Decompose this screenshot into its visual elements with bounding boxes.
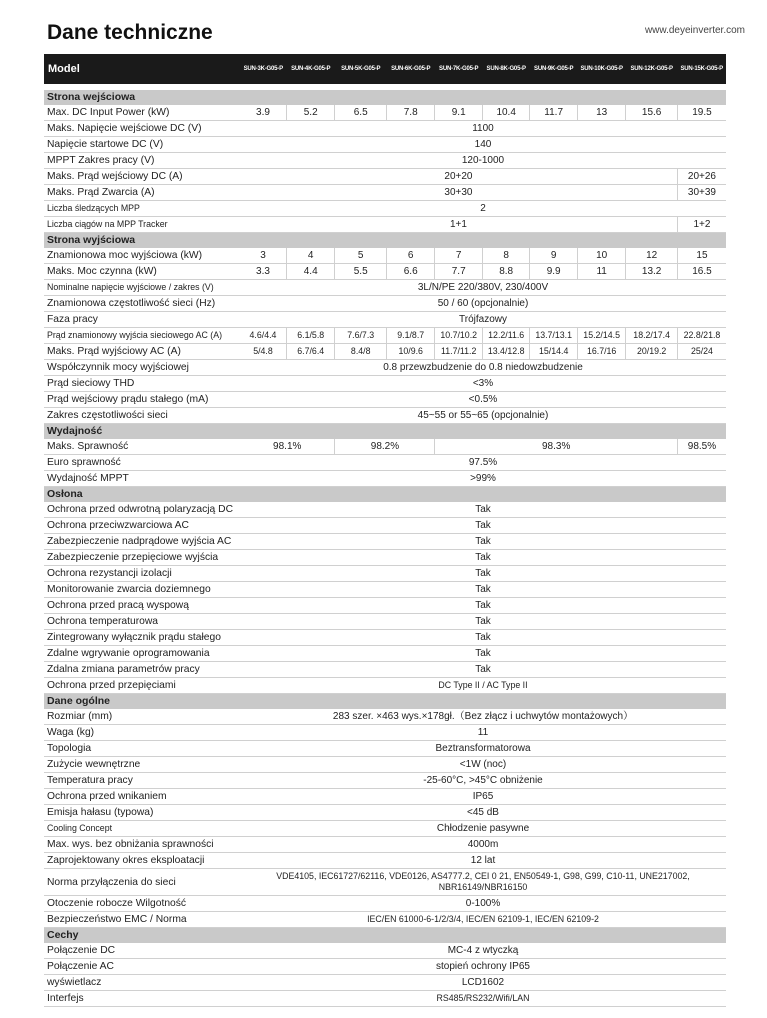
row-label: Ochrona przed odwrotną polaryzacją DC: [44, 502, 236, 518]
value-cell: stopień ochrony IP65: [240, 959, 726, 975]
row-label: Znamionowa moc wyjściowa (kW): [44, 248, 236, 264]
value-cell: 12: [626, 248, 678, 264]
value-cell: 15/14.4: [530, 344, 577, 360]
row-label: Monitorowanie zwarcia doziemnego: [44, 582, 236, 598]
value-cell: 9.1: [435, 105, 482, 121]
row-label: Ochrona przeciwzwarciowa AC: [44, 518, 236, 534]
value-cell: Tak: [240, 630, 726, 646]
value-cell: 5/4.8: [240, 344, 286, 360]
value-cell: 4.6/4.4: [240, 328, 286, 344]
value-cell: 120-1000: [240, 153, 726, 169]
section-title: Dane ogólne: [44, 694, 236, 710]
model-name: SUN-7K-G05-P: [435, 54, 482, 84]
row-label: wyświetlacz: [44, 975, 236, 991]
value-cell: 16.7/16: [577, 344, 625, 360]
value-cell: 6.1/5.8: [286, 328, 334, 344]
value-cell: <45 dB: [240, 805, 726, 821]
spec-row: [44, 280, 726, 296]
row-label: Ochrona przed pracą wyspową: [44, 598, 236, 614]
section-header: [44, 424, 726, 440]
value-cell: DC Type II / AC Type II: [240, 678, 726, 694]
page-title: Dane techniczne: [47, 21, 213, 44]
value-cell: 30+39: [677, 185, 726, 201]
row-label: Rozmiar (mm): [44, 709, 236, 725]
section-title: Wydajność: [44, 424, 236, 440]
value-cell: Trójfazowy: [240, 312, 726, 328]
value-cell: 15.6: [626, 105, 678, 121]
value-cell: 45~55 or 55~65 (opcjonalnie): [240, 408, 726, 424]
value-cell: 8.4/8: [335, 344, 387, 360]
section-title: Strona wejściowa: [44, 90, 236, 105]
model-name: SUN-4K-G05-P: [286, 54, 334, 84]
value-cell: 4: [286, 248, 334, 264]
section-title: Cechy: [44, 928, 236, 944]
spec-row: [44, 598, 726, 614]
spec-row: [44, 805, 726, 821]
row-label: Prąd wejściowy prądu stałego (mA): [44, 392, 236, 408]
value-cell: 10.7/10.2: [435, 328, 482, 344]
value-cell: 20/19.2: [626, 344, 678, 360]
value-cell: 11: [240, 725, 726, 741]
spec-row: [44, 959, 726, 975]
value-cell: 97.5%: [240, 455, 726, 471]
spec-row: [44, 975, 726, 991]
row-label: Zdalna zmiana parametrów pracy: [44, 662, 236, 678]
row-label: Prąd sieciowy THD: [44, 376, 236, 392]
value-cell: <3%: [240, 376, 726, 392]
row-label: Zużycie wewnętrzne: [44, 757, 236, 773]
value-cell: 10: [577, 248, 625, 264]
spec-row: [44, 169, 726, 185]
spec-row: [44, 837, 726, 853]
value-cell: RS485/RS232/Wifi/LAN: [240, 991, 726, 1007]
value-cell: 3.9: [240, 105, 286, 121]
spec-row: [44, 646, 726, 662]
value-cell: LCD1602: [240, 975, 726, 991]
value-cell: 9.1/8.7: [386, 328, 434, 344]
spec-row: [44, 630, 726, 646]
value-cell: 6: [386, 248, 434, 264]
section-title: Strona wyjściowa: [44, 233, 236, 249]
row-label: Napięcie startowe DC (V): [44, 137, 236, 153]
spec-row: [44, 773, 726, 789]
value-cell: Tak: [240, 502, 726, 518]
value-cell: MC-4 z wtyczką: [240, 943, 726, 959]
spec-row: [44, 518, 726, 534]
section-header: [44, 928, 726, 944]
value-cell: 98.2%: [335, 439, 435, 455]
value-cell: 8: [482, 248, 529, 264]
value-cell: 98.3%: [435, 439, 677, 455]
spec-row: [44, 550, 726, 566]
row-label: Zdalne wgrywanie oprogramowania: [44, 646, 236, 662]
row-label: Połączenie DC: [44, 943, 236, 959]
row-label: Maks. Prąd wejściowy DC (A): [44, 169, 236, 185]
row-label: Liczba śledzących MPP: [44, 201, 236, 217]
spec-table: [44, 54, 726, 1007]
value-cell: 9.9: [530, 264, 577, 280]
value-cell: 7.7: [435, 264, 482, 280]
row-label: MPPT Zakres pracy (V): [44, 153, 236, 169]
spec-row: [44, 296, 726, 312]
model-name: SUN-10K-G05-P: [577, 54, 625, 84]
row-label: Maks. Napięcie wejściowe DC (V): [44, 121, 236, 137]
row-label: Maks. Sprawność: [44, 439, 236, 455]
value-cell: 19.5: [677, 105, 726, 121]
value-cell: Tak: [240, 598, 726, 614]
value-cell: >99%: [240, 471, 726, 487]
spec-row: [44, 789, 726, 805]
value-cell: 15: [677, 248, 726, 264]
value-cell: 4.4: [286, 264, 334, 280]
spec-row: [44, 217, 726, 233]
row-label: Zintegrowany wyłącznik prądu stałego: [44, 630, 236, 646]
value-cell: 98.1%: [240, 439, 335, 455]
model-label: Model: [44, 54, 236, 84]
row-label: Faza pracy: [44, 312, 236, 328]
row-label: Euro sprawność: [44, 455, 236, 471]
value-cell: -25-60°C, >45°C obniżenie: [240, 773, 726, 789]
value-cell: 50 / 60 (opcjonalnie): [240, 296, 726, 312]
model-name: SUN-6K-G05-P: [386, 54, 434, 84]
value-cell: 1+1: [240, 217, 677, 233]
spec-row: [44, 137, 726, 153]
spec-row: [44, 582, 726, 598]
value-cell: 20+20: [240, 169, 677, 185]
spec-row: [44, 853, 726, 869]
model-name: SUN-8K-G05-P: [482, 54, 529, 84]
row-label: Połączenie AC: [44, 959, 236, 975]
value-cell: 3.3: [240, 264, 286, 280]
spec-row: [44, 821, 726, 837]
value-cell: 22.8/21.8: [677, 328, 726, 344]
row-label: Bezpieczeństwo EMC / Norma: [44, 912, 236, 928]
value-cell: 7.8: [386, 105, 434, 121]
value-cell: 25/24: [677, 344, 726, 360]
spec-row: [44, 471, 726, 487]
spec-row: [44, 360, 726, 376]
spec-row: [44, 328, 726, 344]
row-label: Cooling Concept: [44, 821, 236, 837]
spec-row: [44, 896, 726, 912]
value-cell: Chłodzenie pasywne: [240, 821, 726, 837]
value-cell: Beztransformatorowa: [240, 741, 726, 757]
model-name: SUN-12K-G05-P: [626, 54, 678, 84]
value-cell: 140: [240, 137, 726, 153]
row-label: Max. DC Input Power (kW): [44, 105, 236, 121]
spec-row: [44, 439, 726, 455]
value-cell: VDE4105, IEC61727/62116, VDE0126, AS4777.2, CEI 0 21, EN50549-1, G98, G99, C10-11, UNE217002, NBR16149/NBR16150: [240, 869, 726, 896]
value-cell: 9: [530, 248, 577, 264]
value-cell: 6.6: [386, 264, 434, 280]
value-cell: 30+30: [240, 185, 677, 201]
spec-row: [44, 502, 726, 518]
value-cell: Tak: [240, 550, 726, 566]
row-label: Maks. Prąd wyjściowy AC (A): [44, 344, 236, 360]
row-label: Emisja hałasu (typowa): [44, 805, 236, 821]
spec-row: [44, 105, 726, 121]
value-cell: IEC/EN 61000-6-1/2/3/4, IEC/EN 62109-1, IEC/EN 62109-2: [240, 912, 726, 928]
section-header: [44, 90, 726, 105]
value-cell: 3: [240, 248, 286, 264]
spec-row: [44, 376, 726, 392]
section-header: [44, 233, 726, 249]
spec-row: [44, 662, 726, 678]
value-cell: 12 lat: [240, 853, 726, 869]
spec-row: [44, 709, 726, 725]
spec-row: [44, 201, 726, 217]
value-cell: 10/9.6: [386, 344, 434, 360]
value-cell: 0.8 przewzbudzenie do 0.8 niedowzbudzenie: [240, 360, 726, 376]
spec-row: [44, 185, 726, 201]
spec-row: [44, 991, 726, 1007]
value-cell: 11.7: [530, 105, 577, 121]
model-name: SUN-3K-G05-P: [240, 54, 286, 84]
model-header-row: [44, 54, 726, 84]
row-label: Norma przyłączenia do sieci: [44, 869, 236, 896]
value-cell: 6.7/6.4: [286, 344, 334, 360]
spec-row: [44, 264, 726, 280]
row-label: Zaprojektowany okres eksploatacji: [44, 853, 236, 869]
row-label: Nominalne napięcie wyjściowe / zakres (V): [44, 280, 236, 296]
spec-row: [44, 455, 726, 471]
value-cell: 5.5: [335, 264, 387, 280]
value-cell: 20+26: [677, 169, 726, 185]
spec-row: [44, 248, 726, 264]
value-cell: 11: [577, 264, 625, 280]
page-header: [45, 18, 745, 50]
value-cell: 7.6/7.3: [335, 328, 387, 344]
row-label: Ochrona przed wnikaniem: [44, 789, 236, 805]
value-cell: <0.5%: [240, 392, 726, 408]
value-cell: 7: [435, 248, 482, 264]
value-cell: 1+2: [677, 217, 726, 233]
value-cell: 8.8: [482, 264, 529, 280]
value-cell: 13.4/12.8: [482, 344, 529, 360]
row-label: Liczba ciągów na MPP Tracker: [44, 217, 236, 233]
row-label: Zakres częstotliwości sieci: [44, 408, 236, 424]
row-label: Zabezpieczenie przepięciowe wyjścia: [44, 550, 236, 566]
row-label: Otoczenie robocze Wilgotność: [44, 896, 236, 912]
section-header: [44, 694, 726, 710]
value-cell: Tak: [240, 582, 726, 598]
row-label: Znamionowa częstotliwość sieci (Hz): [44, 296, 236, 312]
model-name: SUN-9K-G05-P: [530, 54, 577, 84]
spec-row: [44, 614, 726, 630]
value-cell: Tak: [240, 534, 726, 550]
value-cell: 16.5: [677, 264, 726, 280]
value-cell: 4000m: [240, 837, 726, 853]
value-cell: 15.2/14.5: [577, 328, 625, 344]
spec-row: [44, 912, 726, 928]
value-cell: Tak: [240, 662, 726, 678]
row-label: Topologia: [44, 741, 236, 757]
value-cell: 13: [577, 105, 625, 121]
website-url: www.deyeinverter.com: [644, 25, 745, 36]
row-label: Zabezpieczenie nadprądowe wyjścia AC: [44, 534, 236, 550]
value-cell: 13.7/13.1: [530, 328, 577, 344]
spec-row: [44, 725, 726, 741]
spec-row: [44, 153, 726, 169]
row-label: Waga (kg): [44, 725, 236, 741]
spec-row: [44, 943, 726, 959]
value-cell: Tak: [240, 518, 726, 534]
row-label: Współczynnik mocy wyjściowej: [44, 360, 236, 376]
row-label: Interfejs: [44, 991, 236, 1007]
value-cell: 3L/N/PE 220/380V, 230/400V: [240, 280, 726, 296]
row-label: Ochrona przed przepięciami: [44, 678, 236, 694]
spec-row: [44, 678, 726, 694]
value-cell: Tak: [240, 614, 726, 630]
spec-row: [44, 566, 726, 582]
row-label: Prąd znamionowy wyjścia sieciowego AC (A): [44, 328, 236, 344]
value-cell: 6.5: [335, 105, 387, 121]
section-title: Osłona: [44, 487, 236, 503]
value-cell: 2: [240, 201, 726, 217]
row-label: Temperatura pracy: [44, 773, 236, 789]
spec-row: [44, 312, 726, 328]
model-name: SUN-5K-G05-P: [335, 54, 387, 84]
value-cell: 98.5%: [677, 439, 726, 455]
row-label: Ochrona temperaturowa: [44, 614, 236, 630]
value-cell: Tak: [240, 566, 726, 582]
value-cell: <1W (noc): [240, 757, 726, 773]
value-cell: 11.7/11.2: [435, 344, 482, 360]
value-cell: 12.2/11.6: [482, 328, 529, 344]
value-cell: 10.4: [482, 105, 529, 121]
value-cell: 0-100%: [240, 896, 726, 912]
value-cell: 13.2: [626, 264, 678, 280]
value-cell: 18.2/17.4: [626, 328, 678, 344]
value-cell: 5.2: [286, 105, 334, 121]
value-cell: 283 szer. ×463 wys.×178gł.（Bez złącz i uchwytów montażowych）: [240, 709, 726, 725]
spec-row: [44, 757, 726, 773]
spec-row: [44, 741, 726, 757]
spec-row: [44, 408, 726, 424]
spec-row: [44, 121, 726, 137]
value-cell: IP65: [240, 789, 726, 805]
value-cell: 5: [335, 248, 387, 264]
value-cell: 1100: [240, 121, 726, 137]
section-header: [44, 487, 726, 503]
model-name: SUN-15K-G05-P: [677, 54, 726, 84]
value-cell: Tak: [240, 646, 726, 662]
row-label: Maks. Prąd Zwarcia (A): [44, 185, 236, 201]
row-label: Ochrona rezystancji izolacji: [44, 566, 236, 582]
spec-row: [44, 344, 726, 360]
row-label: Wydajność MPPT: [44, 471, 236, 487]
spec-row: [44, 534, 726, 550]
spec-row: [44, 392, 726, 408]
row-label: Maks. Moc czynna (kW): [44, 264, 236, 280]
row-label: Max. wys. bez obniżania sprawności: [44, 837, 236, 853]
spec-row: [44, 869, 726, 896]
